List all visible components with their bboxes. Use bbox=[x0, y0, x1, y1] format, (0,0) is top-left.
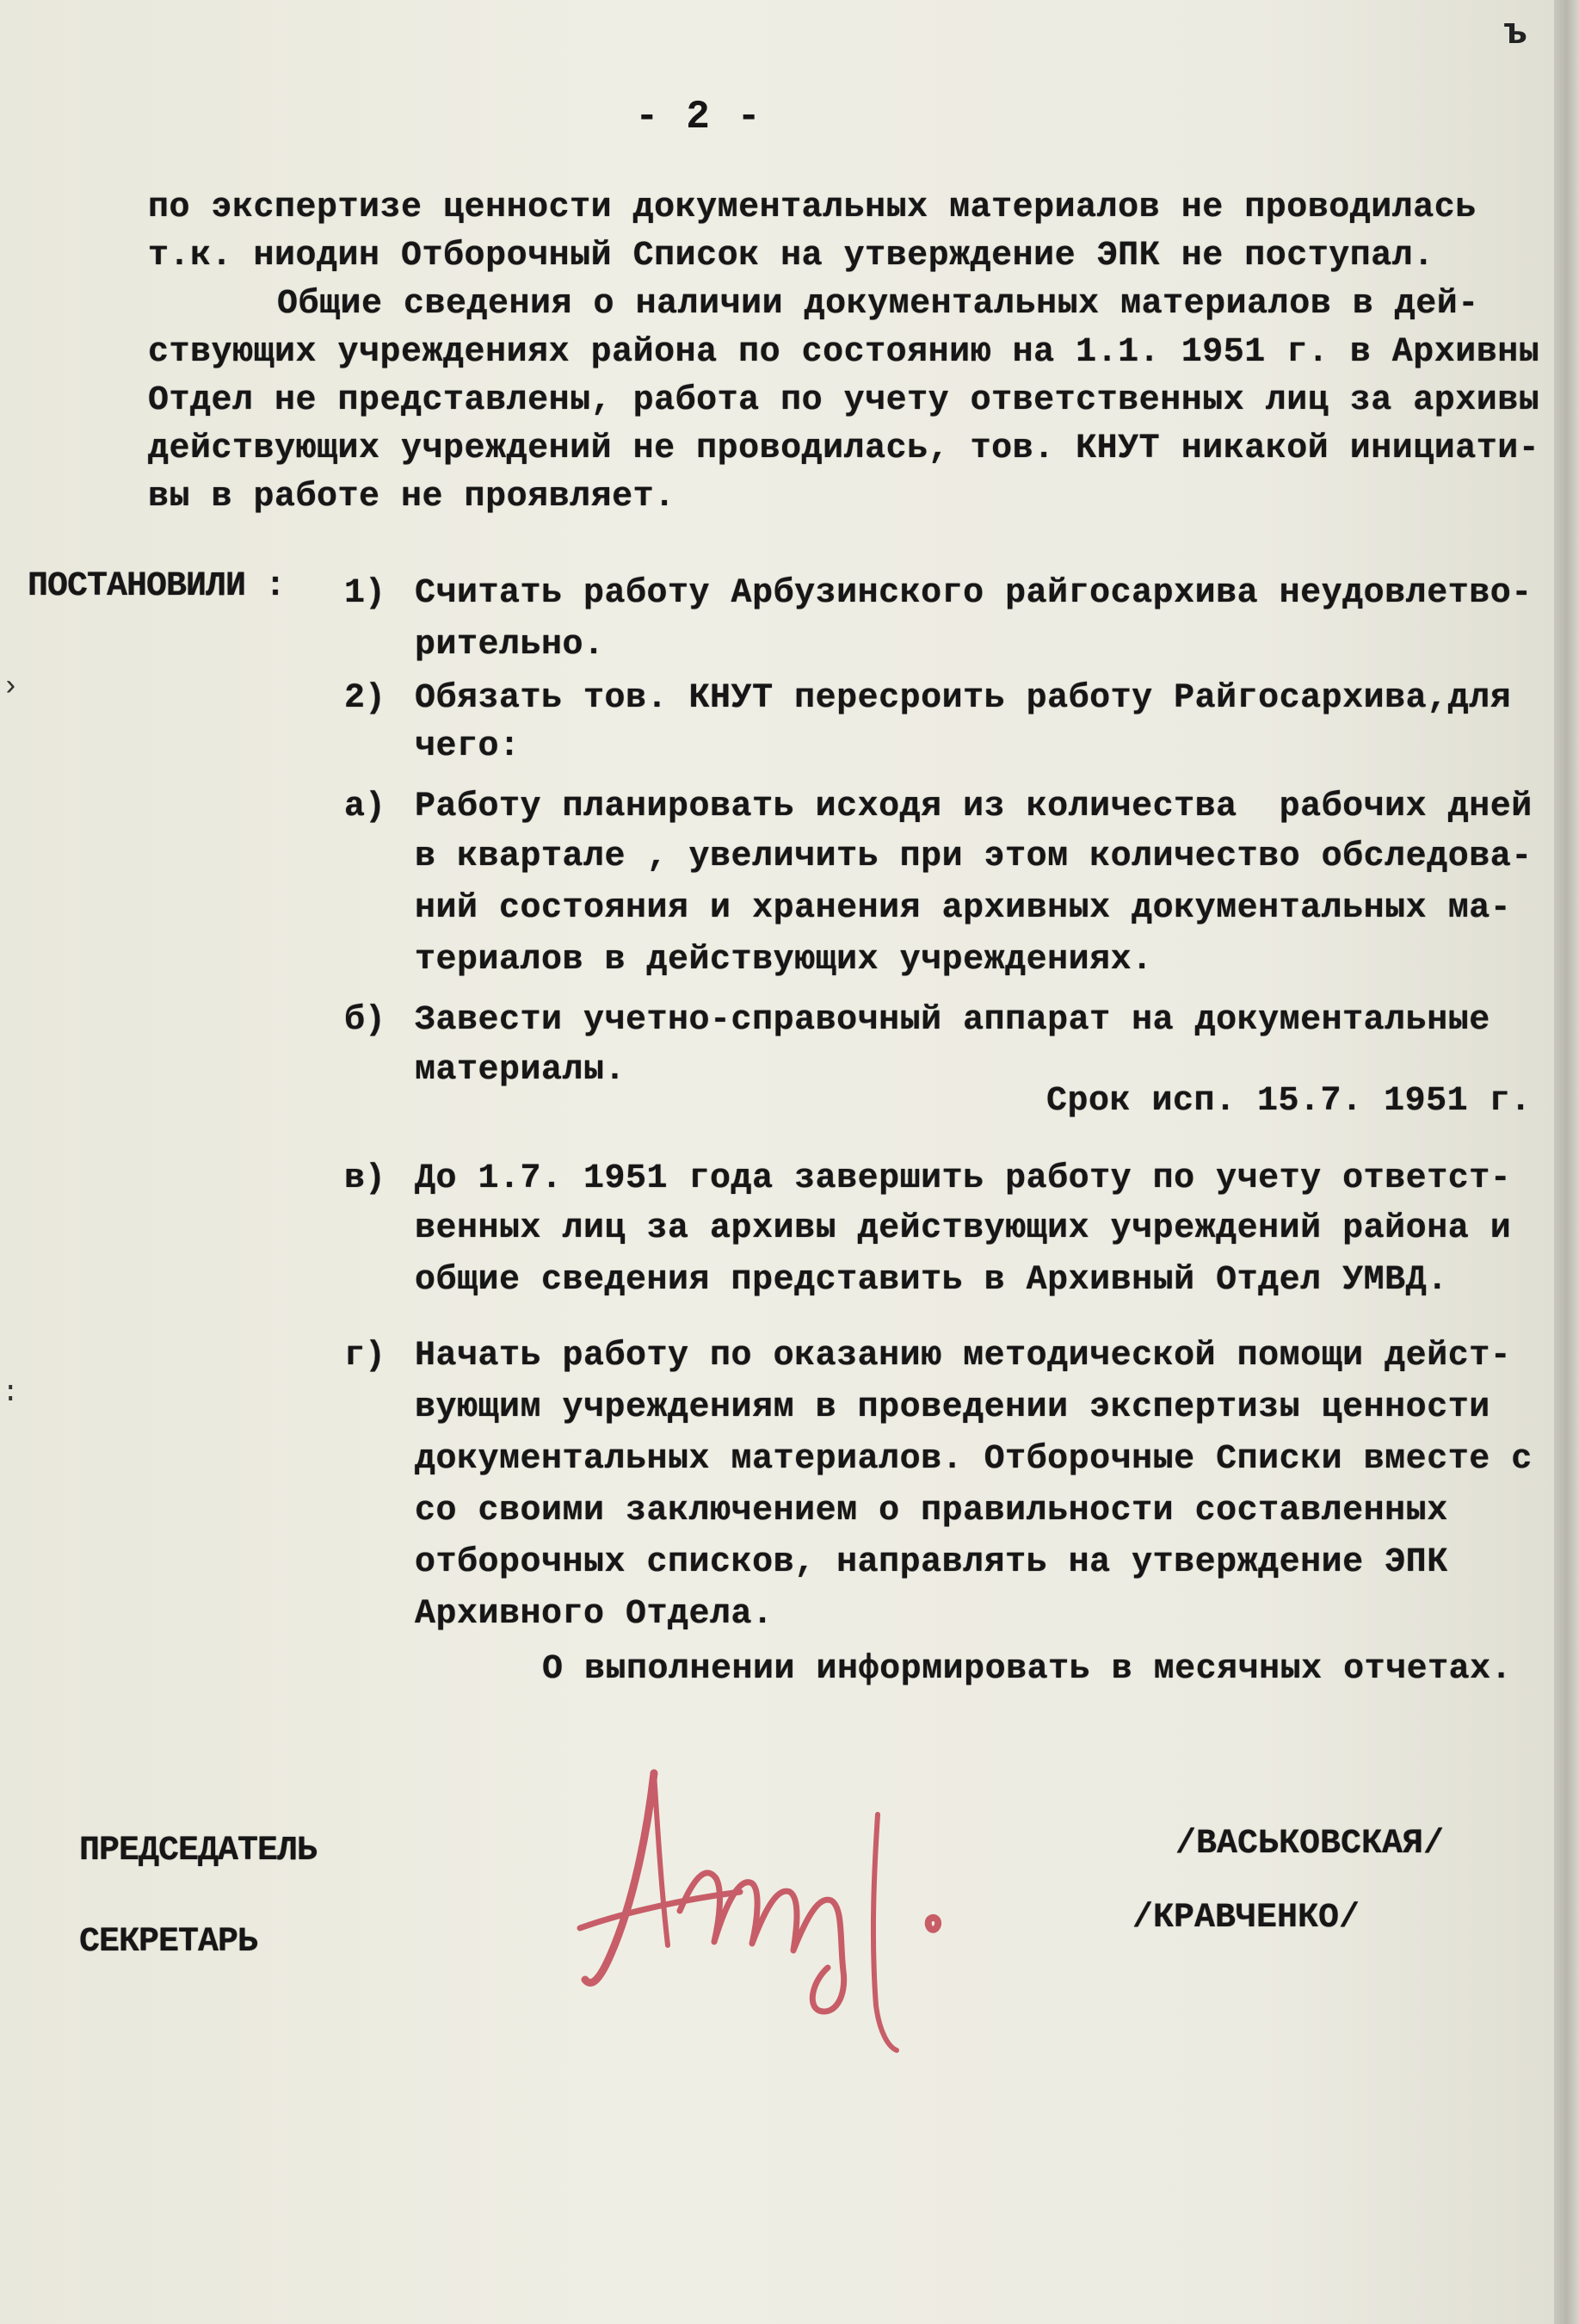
intro-line: Отдел не представлены, работа по учету ответственных лиц за архивы bbox=[148, 381, 1540, 420]
deadline: Срок исп. 15.7. 1951 г. bbox=[1046, 1082, 1532, 1121]
signature-stroke bbox=[585, 1773, 654, 1982]
item-line: До 1.7. 1951 года завершить работу по учету ответст- bbox=[415, 1159, 1512, 1198]
signature-stroke bbox=[654, 1773, 668, 1945]
item-marker: б) bbox=[344, 1001, 386, 1040]
item-line: вующим учреждениям в проведении экспертизы ценности bbox=[415, 1388, 1490, 1427]
intro-line: ствующих учреждениях района по состоянию на 1.1. 1951 г. в Архивны bbox=[148, 333, 1540, 372]
item-marker: г) bbox=[344, 1337, 386, 1375]
closing-line: О выполнении информировать в месячных отчетах. bbox=[542, 1650, 1513, 1689]
intro-line: Общие сведения о наличии документальных материалов в дей- bbox=[277, 285, 1479, 324]
item-line: в квартале , увеличить при этом количество обследова- bbox=[415, 838, 1533, 876]
secretary-label: СЕКРЕТАРЬ bbox=[79, 1923, 258, 1962]
binder-edge bbox=[1554, 0, 1579, 2324]
item-marker: в) bbox=[344, 1159, 386, 1198]
item-line: Начать работу по оказанию методической помощи дейст- bbox=[415, 1337, 1512, 1375]
intro-line: вы в работе не проявляет. bbox=[148, 478, 675, 516]
intro-line: т.к. ниодин Отборочный Список на утверждение ЭПК не поступал. bbox=[148, 237, 1434, 275]
item-line: рительно. bbox=[415, 626, 605, 664]
item-line: венных лиц за архивы действующих учреждений района и bbox=[415, 1209, 1512, 1248]
item-line: общие сведения представить в Архивный Отдел УМВД. bbox=[415, 1261, 1448, 1300]
intro-line: по экспертизе ценности документальных материалов не проводилась bbox=[148, 189, 1477, 227]
chairman-name: /ВАСЬКОВСКАЯ/ bbox=[1175, 1825, 1445, 1864]
corner-mark: ъ bbox=[1504, 12, 1527, 55]
margin-mark: : bbox=[2, 1377, 20, 1410]
item-line: териалов в действующих учреждениях. bbox=[415, 941, 1153, 980]
item-line: ний состояния и хранения архивных документальных ма- bbox=[415, 889, 1512, 928]
item-line: чего: bbox=[415, 727, 521, 766]
item-line: документальных материалов. Отборочные Списки вместе с bbox=[415, 1440, 1533, 1479]
item-line: отборочных списков, направлять на утверждение ЭПК bbox=[415, 1543, 1448, 1582]
item-line: Обязать тов. КНУТ пересроить работу Райгосархива,для bbox=[415, 679, 1512, 718]
signature-stroke bbox=[928, 1918, 938, 1930]
item-line: Архивного Отдела. bbox=[415, 1595, 774, 1634]
margin-mark: › bbox=[2, 671, 20, 704]
signature-stroke bbox=[873, 1814, 897, 2050]
resolution-label: ПОСТАНОВИЛИ : bbox=[28, 567, 286, 606]
item-line: Считать работу Арбузинского райгосархива неудовлетво- bbox=[415, 574, 1533, 613]
item-marker: 2) bbox=[344, 679, 386, 718]
item-marker: а) bbox=[344, 788, 386, 826]
item-line: материалы. bbox=[415, 1051, 626, 1090]
item-line: Работу планировать исходя из количества рабочих дней bbox=[415, 788, 1533, 826]
item-marker: 1) bbox=[344, 574, 386, 613]
item-line: со своими заключением о правильности составленных bbox=[415, 1492, 1448, 1530]
intro-line: действующих учреждений не проводилась, тов. КНУТ никакой инициати- bbox=[148, 430, 1540, 468]
page-number: - 2 - bbox=[635, 95, 763, 139]
handwritten-signature bbox=[551, 1696, 1033, 2057]
item-line: Завести учетно-справочный аппарат на документальные bbox=[415, 1001, 1490, 1040]
secretary-name: /КРАВЧЕНКО/ bbox=[1132, 1899, 1360, 1938]
signature-stroke bbox=[680, 1873, 844, 2012]
chairman-label: ПРЕДСЕДАТЕЛЬ bbox=[79, 1832, 318, 1870]
